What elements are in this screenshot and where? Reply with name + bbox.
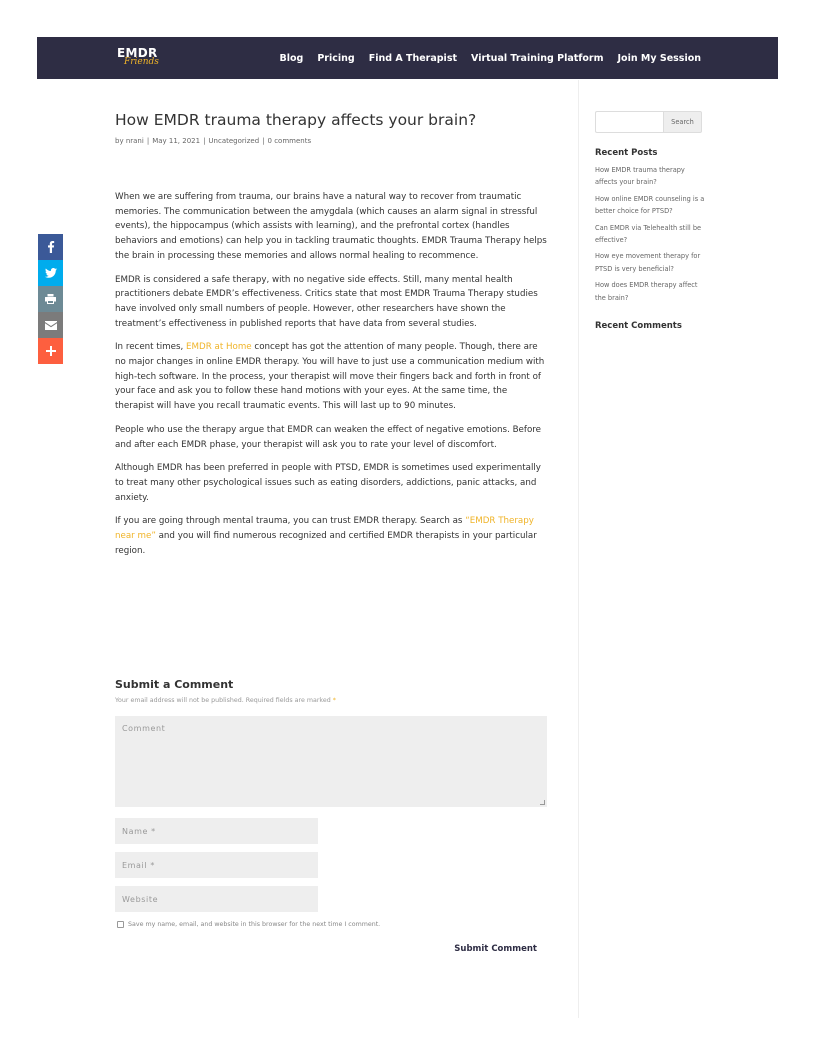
nav-pricing[interactable]: Pricing — [317, 52, 355, 64]
resize-handle-icon[interactable] — [540, 800, 545, 805]
paragraph — [115, 340, 549, 414]
sidebar — [595, 111, 705, 332]
share-print-button[interactable] — [38, 286, 63, 312]
search-button[interactable]: Search — [663, 111, 702, 133]
nav-virtual-training[interactable]: Virtual Training Platform — [471, 52, 604, 64]
name-placeholder: Name * — [122, 827, 156, 836]
sidebar-divider — [578, 80, 579, 1018]
comment-textarea[interactable] — [115, 716, 547, 807]
recent-posts-title: Recent Posts — [595, 148, 658, 158]
site-header — [37, 37, 778, 79]
post-content — [115, 190, 549, 567]
comment-form-title: Submit a Comment — [115, 678, 234, 691]
recent-post-link[interactable]: How EMDR trauma therapy affects your brain? — [595, 166, 685, 187]
text: and you will find numerous recognized and certified EMDR therapists in your particular region. — [115, 531, 537, 556]
comment-note — [115, 697, 547, 705]
recent-posts-list — [595, 164, 705, 304]
email-field[interactable] — [115, 852, 318, 878]
main-nav — [280, 37, 701, 79]
meta-comments[interactable]: 0 comments — [267, 137, 312, 145]
logo-text: EMDR — [117, 46, 158, 60]
article-header — [115, 111, 547, 146]
meta-date: May 11, 2021 — [152, 137, 201, 145]
paragraph: EMDR is considered a safe therapy, with no negative side effects. Still, many mental health practitioners debate EMDR’s effectiveness. Critics state that most EMDR Trauma Therapy studies have involved only small numbers of people. However, other researchers have shown the treatment’s effectiveness in published reports that have data from several studies. — [115, 274, 538, 329]
website-placeholder: Website — [122, 895, 159, 904]
share-more-button[interactable] — [38, 338, 63, 364]
share-facebook-button[interactable] — [38, 234, 63, 260]
twitter-icon — [45, 268, 57, 278]
paragraph: When we are suffering from trauma, our brains have a natural way to recover from traumatic memories. The communication between the amygdala (which causes an alarm signal in stressful events), the hippocampus (which assists with learning), and the prefrontal cortex (handles behaviors and emotions) can help you in tackling traumatic thoughts. EMDR Trauma Therapy helps the brain in processing these memories and allows normal healing to recommence. — [115, 192, 547, 261]
search-input[interactable] — [595, 111, 663, 133]
recent-comments-title: Recent Comments — [595, 321, 682, 332]
meta-category[interactable]: Uncategorized — [208, 137, 260, 145]
text: In recent times, — [115, 342, 187, 353]
recent-post-link[interactable]: Can EMDR via Telehealth still be effective? — [595, 223, 702, 245]
save-info-consent — [117, 921, 380, 928]
email-icon — [45, 321, 57, 330]
nav-join-session[interactable]: Join My Session — [617, 52, 701, 64]
recent-post-link[interactable]: How online EMDR counseling is a better choice for PTSD? — [595, 194, 705, 216]
site-logo[interactable] — [117, 47, 161, 71]
note-text: Your email address will not be published. Required fields are marked — [115, 697, 331, 704]
emdr-near-me-link[interactable]: “EMDR Therapy near me” — [115, 516, 534, 542]
recent-post-link[interactable]: How eye movement therapy for PTSD is very beneficial? — [595, 252, 701, 273]
paragraph — [115, 514, 549, 558]
email-placeholder: Email * — [122, 861, 155, 870]
share-twitter-button[interactable] — [38, 260, 63, 286]
consent-label: Save my name, email, and website in this browser for the next time I comment. — [128, 921, 381, 928]
submit-comment-button[interactable]: Submit Comment — [454, 944, 537, 954]
comment-form — [115, 678, 547, 954]
paragraph: People who use the therapy argue that EMDR can weaken the effect of negative emotions. Before and after each EMDR phase, your therapist will ask you to rate your level of discomfort. — [115, 424, 542, 450]
social-share-bar — [38, 234, 63, 364]
print-icon — [45, 294, 56, 304]
comment-placeholder: Comment — [122, 724, 166, 733]
post-meta: by nrani | May 11, 2021 | Uncategorized | 0 comments — [115, 137, 312, 145]
required-mark: * — [332, 697, 336, 704]
post-title: How EMDR trauma therapy affects your brain? — [115, 111, 477, 129]
name-field[interactable] — [115, 818, 318, 844]
text: If you are going through mental trauma, you can trust EMDR therapy. Search as — [115, 516, 466, 527]
nav-find-therapist[interactable]: Find A Therapist — [368, 52, 458, 64]
meta-by: by — [115, 137, 124, 145]
meta-author[interactable]: nrani — [125, 137, 144, 145]
share-email-button[interactable] — [38, 312, 63, 338]
paragraph: Although EMDR has been preferred in people with PTSD, EMDR is sometimes used experimentally to treat many other psychological issues such as eating disorders, addictions, panic attacks, and anxiety. — [115, 463, 541, 503]
website-field[interactable] — [115, 886, 318, 912]
nav-blog[interactable]: Blog — [279, 52, 304, 64]
plus-icon — [46, 346, 56, 356]
logo-script: Friends — [124, 57, 159, 67]
emdr-at-home-link[interactable]: EMDR at Home — [186, 342, 252, 353]
consent-checkbox[interactable] — [117, 921, 124, 928]
search-widget — [595, 111, 702, 133]
recent-post-link[interactable]: How does EMDR therapy affect the brain? — [595, 281, 698, 302]
facebook-icon — [47, 241, 55, 253]
text: concept has got the attention of many people. Though, there are no major changes in online EMDR therapy. You will have to just use a communication medium with high-tech software. In the process, your therapist will move their fingers back and forth in front of your face and ask you to follow these hand motions with your eyes. At the same time, the therapist will have you recall traumatic events. This will last up to 90 minutes. — [115, 342, 545, 412]
